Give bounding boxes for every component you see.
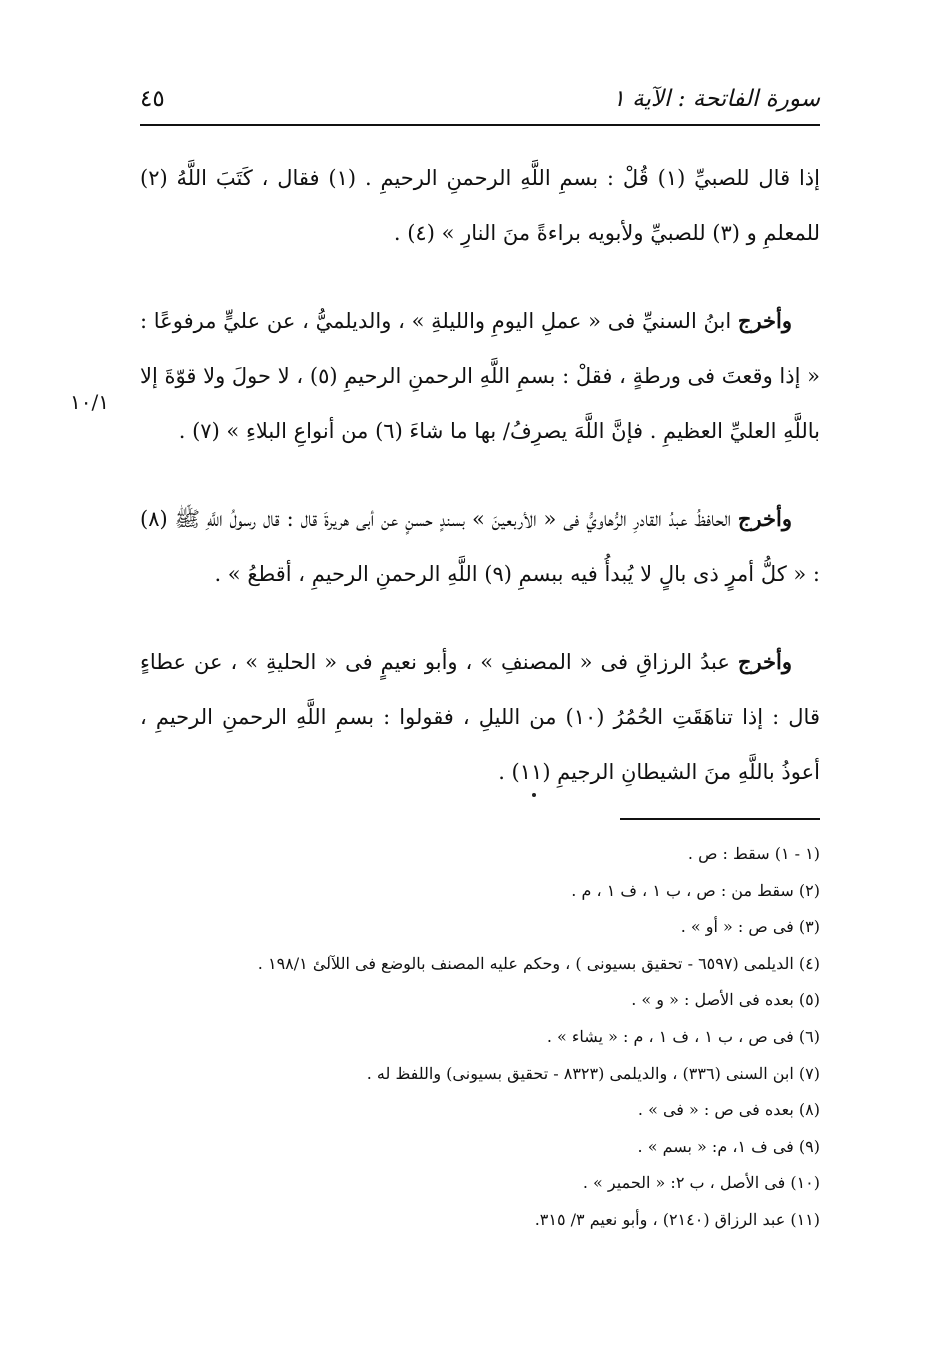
footnote: (١١) عبد الرزاق (٢١٤٠) ، وأبو نعيم ٣/ ٣١٥. [534,1209,820,1229]
footnote: (١ - ١) سقط : ص . [687,844,820,863]
footnote: (١٠) فى الأصل ، ب ٢: « الحمير » . [582,1173,820,1193]
footnotes [140,836,820,1239]
main-text [140,150,820,832]
paragraph [140,491,820,602]
running-title: سورة الفاتحة : الآية ١ [612,86,820,112]
footnote: (٢) سقط من : ص ، ب ١ ، ف ١ ، م . [571,880,820,900]
paragraph-text: ابنُ السنيِّ فى « عملِ اليومِ والليلةِ » ، والديلميُّ ، عن عليٍّ مرفوعًا : « إذا وقعتَ فى ورطةٍ ، فقلْ : بسمِ اللَّهِ الرحمنِ الرحيمِ (٥) ، لا حولَ ولا قوّةَ إلا باللَّهِ العليِّ العظيمِ . فإنَّ اللَّهَ يصرِفُ/ بها ما شاءَ (٦) من أنواعِ البلاءِ » (٧) . [140,309,820,443]
footnote: (٣) فى ص : « أو » . [680,917,820,937]
paragraph-text: إذا قال للصبيِّ (١) قُلْ : بسمِ اللَّهِ الرحمنِ الرحيمِ . (١) فقال ، كَتَبَ اللَّهُ (٢) للمعلمِ و (٣) للصبيِّ ولأبويه براءةً منَ النارِ » (٤) . [140,166,820,245]
paragraph-lead: وأخرج [737,506,792,531]
page-header [140,80,820,126]
footnote: (٧) ابن السنى (٣٣٦) ، والديلمى (٨٣٢٣ - تحقيق بسيونى) واللفظ له . [366,1063,820,1083]
paragraph-lead: وأخرج [737,308,792,333]
paragraph [140,634,820,800]
paragraph-text: الحافظُ عبدُ القادرِ الرُّهاويُّ فى « الأربعينَ » بسندٍ حسنٍ عن أبى هريرةَ قال : قال رسولُ اللَّهِ ﷺ (٨) : « كلُّ أمرٍ ذى بالٍ لا يُبدأُ فيه ببسمِ (٩) اللَّهِ الرحمنِ الرحيمِ ، أقطعُ » . [140,507,820,586]
margin-reference: ١٠/١ [70,390,109,414]
paragraph-lead: وأخرج [737,649,792,674]
paragraph [140,150,820,261]
stray-dot [532,793,536,797]
footnote-separator [620,818,820,820]
footnote: (٦) فى ص ، ب ١ ، ف ١ ، م : « يشاء » . [546,1026,820,1046]
page-number: ٤٥ [140,86,165,112]
footnote: (٨) بعده فى ص : « فى » . [637,1100,820,1120]
paragraph-text: عبدُ الرزاقِ فى « المصنفِ » ، وأبو نعيمٍ فى « الحليةِ » ، عن عطاءٍ قال : إذا تناهَقَتِ الحُمُرُ (١٠) من الليلِ ، فقولوا : بسمِ اللَّهِ الرحمنِ الرحيمِ ، أعوذُ باللَّهِ منَ الشيطانِ الرجيمِ (١١) . [140,650,820,784]
footnote: (٤) الديلمى (٦٥٩٧ - تحقيق بسيونى ) ، وحكم عليه المصنف بالوضع فى اللآلئ ١٩٨/١ . [257,953,820,973]
paragraph [140,293,820,459]
footnote: (٥) بعده فى الأصل : « و » . [631,990,820,1010]
footnote: (٩) فى ف ١، م: « بسم » . [637,1136,820,1156]
